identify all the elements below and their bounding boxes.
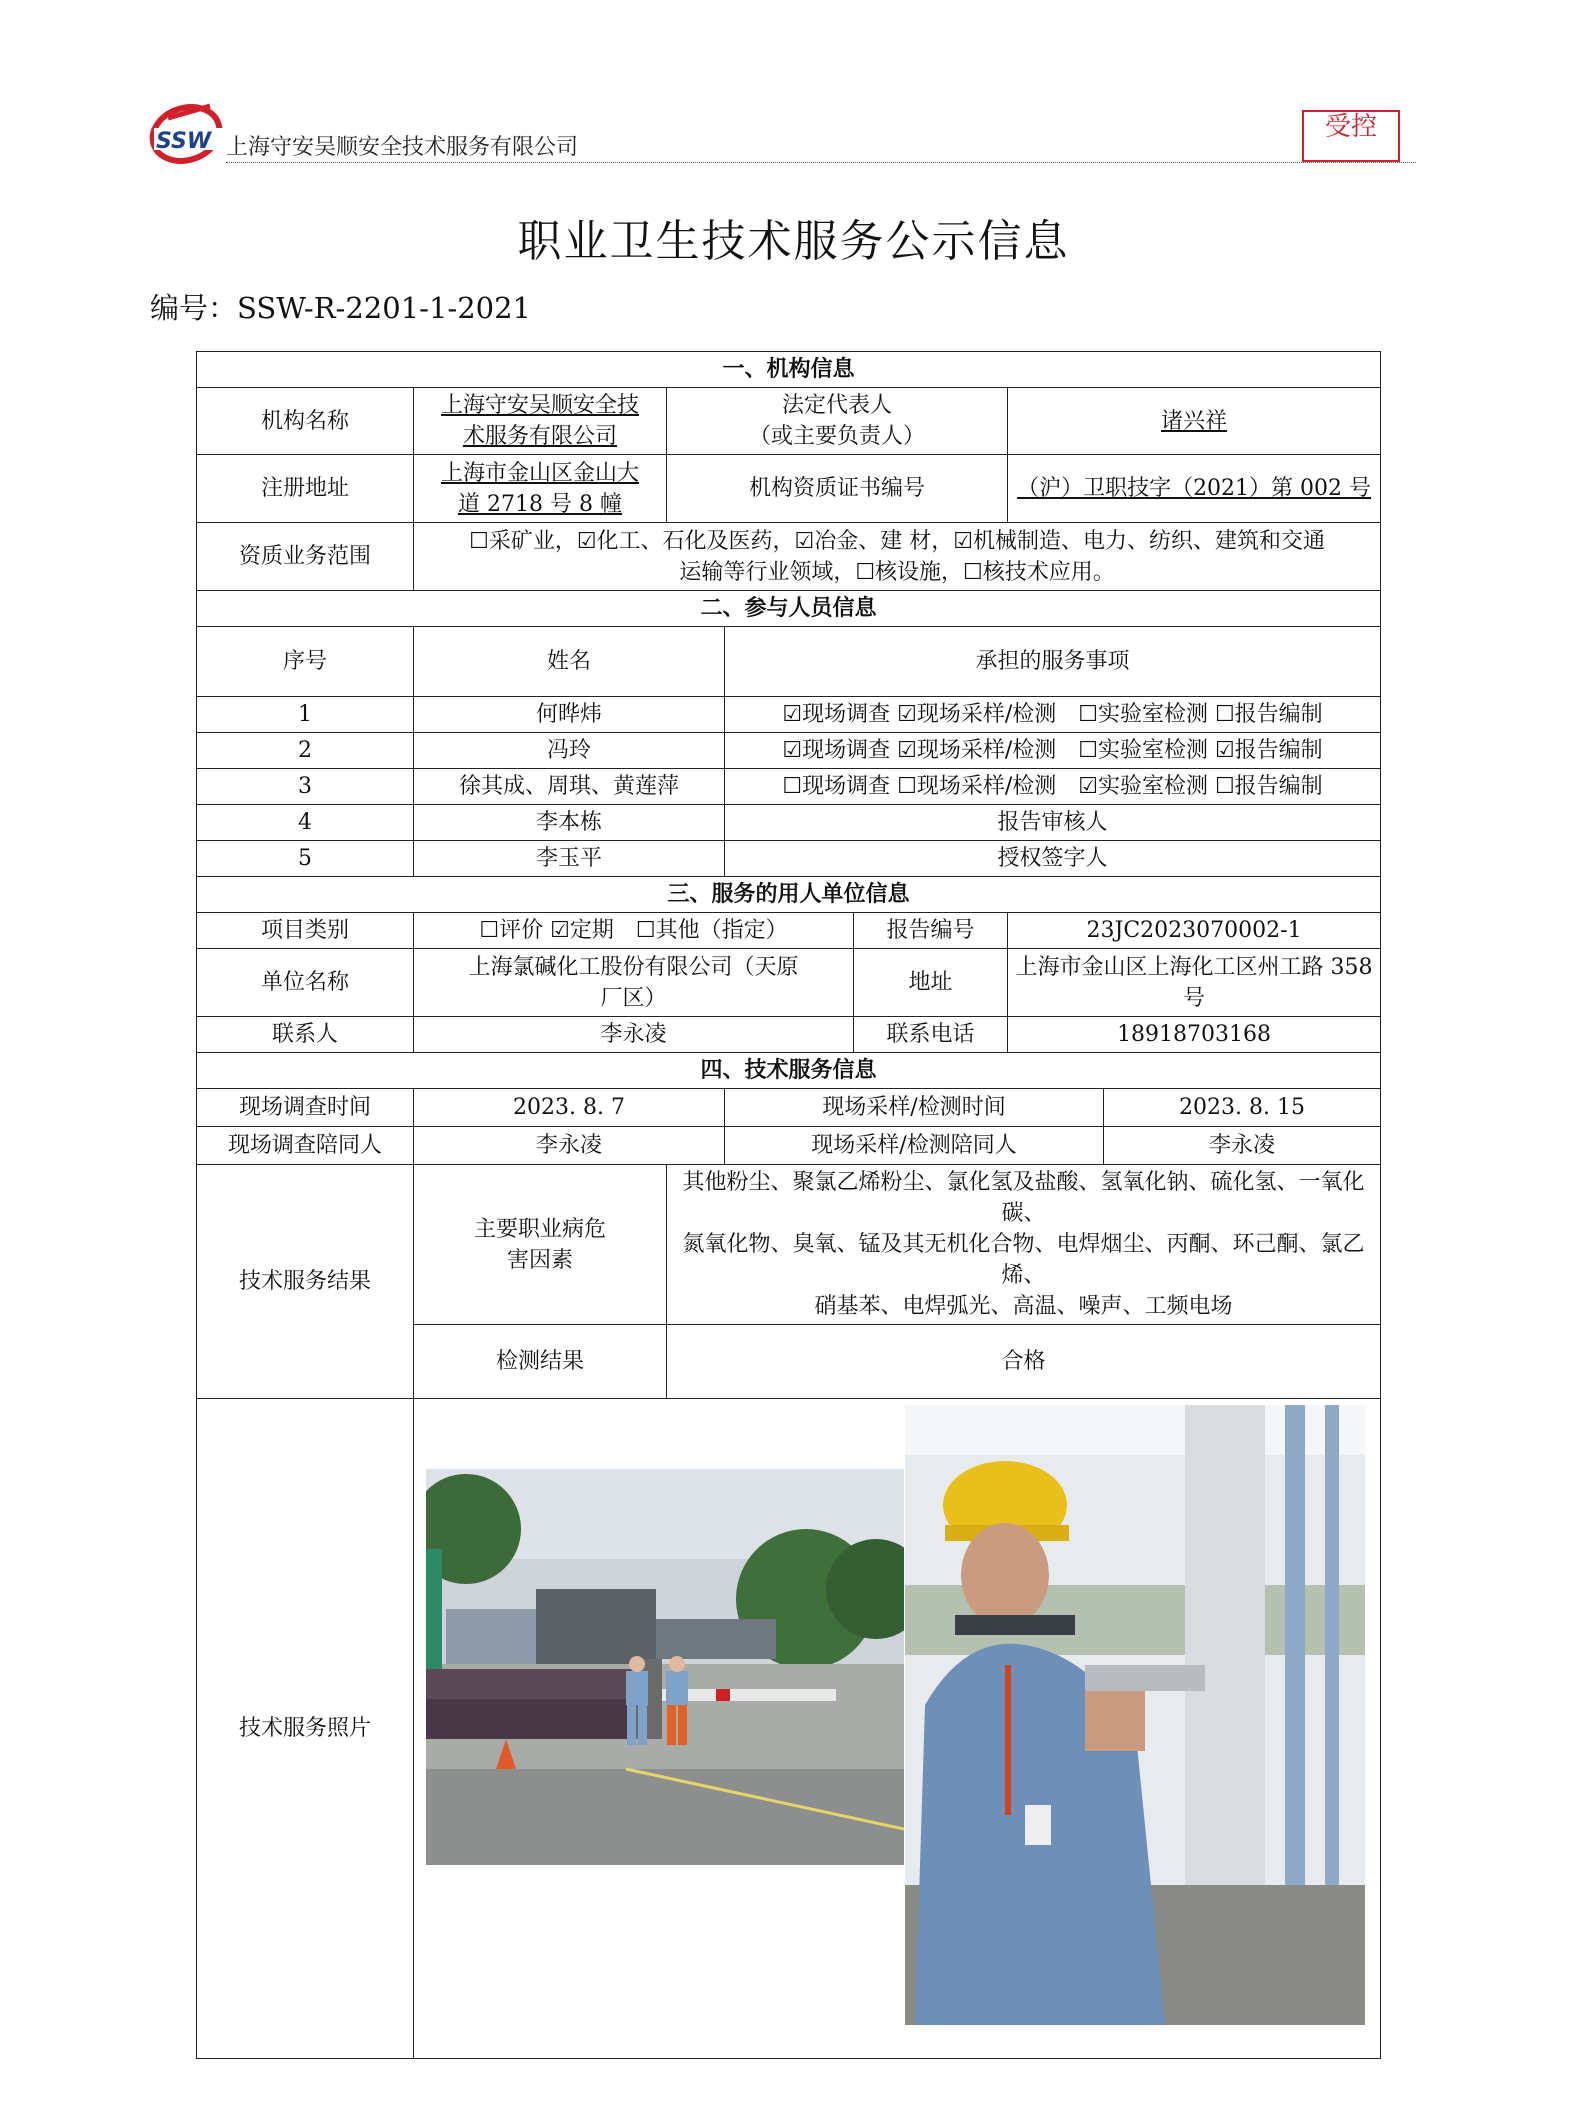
controlled-stamp: 受控 (1302, 110, 1400, 162)
legal-rep-value: 诸兴祥 (1008, 388, 1381, 455)
col-no-header: 序号 (197, 627, 414, 697)
report-no-value: 23JC2023070002-1 (1008, 913, 1381, 949)
hazard-value: 其他粉尘、聚氯乙烯粉尘、氯化氢及盐酸、氢氧化钠、硫化氢、一氧化碳、 氮氧化物、臭氧、锰及其无机化合物、电焊烟尘、丙酮、环己酮、氯乙烯、 硝基苯、电焊弧光、高温、噪声、工频电场 (667, 1165, 1381, 1325)
contact-value: 李永凌 (414, 1017, 854, 1053)
col-items-header: 承担的服务事项 (725, 627, 1381, 697)
row-items: 授权签字人 (725, 841, 1381, 877)
contact-label: 联系人 (197, 1017, 414, 1053)
header-divider (226, 162, 1416, 163)
test-result-value: 合格 (667, 1325, 1381, 1399)
survey-escort-value: 李永凌 (414, 1127, 725, 1165)
project-type-label: 项目类别 (197, 913, 414, 949)
col-name-header: 姓名 (414, 627, 725, 697)
test-result-label: 检测结果 (414, 1325, 667, 1399)
project-type-value: ☐评价 ☑定期 ☐其他（指定） (414, 913, 854, 949)
section-3-heading: 三、服务的用人单位信息 (197, 877, 1381, 913)
site-photo-sampling (905, 1405, 1365, 2025)
row-no: 4 (197, 805, 414, 841)
unit-name-value: 上海氯碱化工股份有限公司（天原 厂区） (414, 949, 854, 1017)
info-table (196, 351, 1381, 2059)
row-no: 5 (197, 841, 414, 877)
phone-label: 联系电话 (854, 1017, 1008, 1053)
table-row (197, 733, 1381, 769)
page-header (148, 96, 1428, 166)
sampling-time-value: 2023. 8. 15 (1104, 1089, 1381, 1127)
sampling-escort-label: 现场采样/检测陪同人 (725, 1127, 1104, 1165)
photo-cell (414, 1399, 1381, 2059)
row-no: 1 (197, 697, 414, 733)
row-name: 李玉平 (414, 841, 725, 877)
scope-value: ☐采矿业，☑化工、石化及医药，☑冶金、建 材，☑机械制造、电力、纺织、建筑和交通 运输等行业领域，☐核设施，☐核技术应用。 (414, 523, 1381, 591)
unit-address-value: 上海市金山区上海化工区州工路 358 号 (1008, 949, 1381, 1017)
company-name: 上海守安吴顺安全技术服务有限公司 (226, 135, 579, 160)
table-row (197, 841, 1381, 877)
survey-escort-label: 现场调查陪同人 (197, 1127, 414, 1165)
row-items: ☑现场调查 ☑现场采样/检测 ☐实验室检测 ☐报告编制 (725, 697, 1381, 733)
unit-address-label: 地址 (854, 949, 1008, 1017)
phone-value: 18918703168 (1008, 1017, 1381, 1053)
report-no-label: 报告编号 (854, 913, 1008, 949)
survey-time-value: 2023. 8. 7 (414, 1089, 725, 1127)
survey-time-label: 现场调查时间 (197, 1089, 414, 1127)
table-row (197, 805, 1381, 841)
cert-value: （沪）卫职技字（2021）第 002 号 (1008, 455, 1381, 523)
result-label: 技术服务结果 (197, 1165, 414, 1399)
hazard-label: 主要职业病危 害因素 (414, 1165, 667, 1325)
page-title: 职业卫生技术服务公示信息 (517, 216, 1070, 267)
address-value: 上海市金山区金山大 道 2718 号 8 幢 (414, 455, 667, 523)
scope-label: 资质业务范围 (197, 523, 414, 591)
address-label: 注册地址 (197, 455, 414, 523)
row-name: 徐其成、周琪、黄莲萍 (414, 769, 725, 805)
svg-text:SSW: SSW (156, 129, 212, 154)
document-number: 编号：SSW-R-2201-1-2021 (150, 291, 532, 325)
unit-name-label: 单位名称 (197, 949, 414, 1017)
sampling-time-label: 现场采样/检测时间 (725, 1089, 1104, 1127)
row-items: ☑现场调查 ☑现场采样/检测 ☐实验室检测 ☑报告编制 (725, 733, 1381, 769)
row-name: 李本栋 (414, 805, 725, 841)
ssw-logo (148, 98, 228, 164)
row-name: 何晔炜 (414, 697, 725, 733)
site-photo-gate (426, 1469, 904, 1865)
row-no: 3 (197, 769, 414, 805)
section-4-heading: 四、技术服务信息 (197, 1053, 1381, 1089)
row-items: 报告审核人 (725, 805, 1381, 841)
legal-rep-label: 法定代表人 （或主要负责人） (667, 388, 1008, 455)
org-name-label: 机构名称 (197, 388, 414, 455)
org-name-value: 上海守安吴顺安全技 术服务有限公司 (414, 388, 667, 455)
table-row (197, 697, 1381, 733)
row-items: ☐现场调查 ☐现场采样/检测 ☑实验室检测 ☐报告编制 (725, 769, 1381, 805)
section-2-heading: 二、参与人员信息 (197, 591, 1381, 627)
photo-label: 技术服务照片 (197, 1399, 414, 2059)
section-1-heading: 一、机构信息 (197, 352, 1381, 388)
table-row (197, 769, 1381, 805)
cert-label: 机构资质证书编号 (667, 455, 1008, 523)
row-no: 2 (197, 733, 414, 769)
sampling-escort-value: 李永凌 (1104, 1127, 1381, 1165)
row-name: 冯玲 (414, 733, 725, 769)
